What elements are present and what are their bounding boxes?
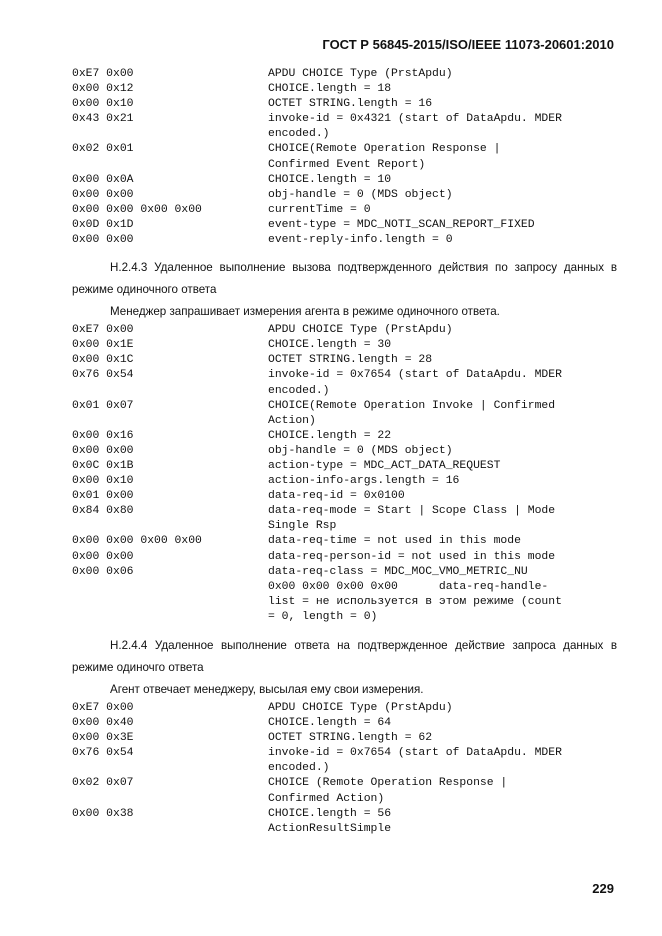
code-row — [72, 489, 617, 504]
field-description: APDU CHOICE Type (PrstApdu) — [268, 324, 453, 337]
hex-bytes: 0x00 0x16 — [72, 429, 134, 442]
field-description: CHOICE.length = 30 — [268, 339, 392, 352]
field-description: OCTET STRING.length = 16 — [268, 98, 433, 111]
hex-bytes: 0x00 0x12 — [72, 83, 134, 96]
hex-bytes: 0x01 0x00 — [72, 490, 134, 503]
section-title-h243: Н.2.4.3 Удаленное выполнение вызова подтвержденного действия по запросу данных в режиме одиночного ответа — [72, 261, 617, 297]
code-row — [72, 399, 617, 429]
hex-bytes: 0x00 0x1E — [72, 339, 134, 352]
code-row — [72, 504, 617, 534]
code-row — [72, 701, 617, 716]
hex-bytes: 0x84 0x80 — [72, 505, 134, 518]
code-row — [72, 716, 617, 731]
field-description: CHOICE.length = 18 — [268, 83, 392, 96]
field-description: invoke-id = 0x7654 (start of DataApdu. MDER encoded.) — [268, 747, 562, 775]
hex-bytes: 0xE7 0x00 — [72, 68, 134, 80]
field-description: data-req-time = not used in this mode — [268, 535, 521, 548]
code-row — [72, 534, 617, 549]
hex-bytes: 0xE7 0x00 — [72, 324, 134, 337]
hex-bytes: 0x76 0x54 — [72, 369, 134, 382]
field-description: CHOICE.length = 64 — [268, 717, 392, 730]
code-row — [72, 474, 617, 489]
hex-bytes: 0x02 0x01 — [72, 143, 134, 156]
field-description: event-type = MDC_NOTI_SCAN_REPORT_FIXED — [268, 218, 535, 231]
field-description: action-info-args.length = 16 — [268, 475, 460, 488]
code-row — [72, 368, 617, 398]
field-description: CHOICE(Remote Operation Response | Confirmed Event Report) — [268, 143, 501, 171]
code-row — [72, 550, 617, 565]
field-description: CHOICE.length = 22 — [268, 429, 392, 442]
field-description: data-req-class = MDC_MOC_VMO_METRIC_NU 0x00 0x00 0x00 0x00 data-req-handle- list = не используется в этом режиме (count = 0, length = 0) — [268, 565, 562, 623]
hex-bytes: 0x02 0x07 — [72, 777, 134, 790]
code-row — [72, 97, 617, 112]
field-description: obj-handle = 0 (MDS object) — [268, 444, 453, 457]
section-text-h244: Агент отвечает менеджеру, высылая ему свои измерения. — [110, 683, 424, 696]
code-row — [72, 338, 617, 353]
code-row — [72, 776, 617, 806]
code-row — [72, 142, 617, 172]
hex-bytes: 0x0D 0x1D — [72, 218, 134, 231]
field-description: OCTET STRING.length = 62 — [268, 732, 433, 745]
code-row — [72, 323, 617, 338]
field-description: data-req-person-id = not used in this mode — [268, 550, 556, 563]
code-row — [72, 353, 617, 368]
code-row — [72, 203, 617, 218]
code-block-event-report — [72, 67, 617, 248]
field-description: CHOICE.length = 10 — [268, 173, 392, 186]
hex-bytes: 0x0C 0x1B — [72, 459, 134, 472]
hex-bytes: 0x00 0x38 — [72, 807, 134, 820]
field-description: CHOICE(Remote Operation Invoke | Confirmed Action) — [268, 399, 556, 427]
field-description: event-reply-info.length = 0 — [268, 234, 453, 247]
hex-bytes: 0x00 0x1C — [72, 354, 134, 367]
field-description: data-req-id = 0x0100 — [268, 490, 405, 503]
code-block-action-response — [72, 701, 617, 837]
field-description: data-req-mode = Start | Scope Class | Mode Single Rsp — [268, 505, 556, 533]
code-row — [72, 112, 617, 142]
code-row — [72, 429, 617, 444]
hex-bytes: 0x00 0x10 — [72, 98, 134, 111]
hex-bytes: 0x01 0x07 — [72, 399, 134, 412]
code-row — [72, 731, 617, 746]
code-row — [72, 173, 617, 188]
code-row — [72, 746, 617, 776]
hex-bytes: 0x00 0x06 — [72, 565, 134, 578]
page-number: 229 — [592, 881, 614, 896]
document-header: ГОСТ Р 56845-2015/ISO/IEEE 11073-20601:2010 — [322, 37, 614, 52]
field-description: currentTime = 0 — [268, 203, 371, 216]
hex-bytes: 0x00 0x3E — [72, 732, 134, 745]
hex-bytes: 0x00 0x00 0x00 0x00 — [72, 535, 202, 548]
field-description: action-type = MDC_ACT_DATA_REQUEST — [268, 459, 501, 472]
hex-bytes: 0x00 0x00 — [72, 188, 134, 201]
hex-bytes: 0x00 0x00 — [72, 550, 134, 563]
field-description: CHOICE (Remote Operation Response | Confirmed Action) — [268, 777, 508, 805]
section-text-h243: Менеджер запрашивает измерения агента в режиме одиночного ответа. — [110, 305, 500, 319]
hex-bytes: 0x00 0x00 0x00 0x00 — [72, 203, 202, 216]
hex-bytes: 0x00 0x00 — [72, 444, 134, 457]
code-row — [72, 565, 617, 625]
hex-bytes: 0xE7 0x00 — [72, 702, 134, 714]
hex-bytes: 0x76 0x54 — [72, 747, 134, 760]
code-row — [72, 218, 617, 233]
code-row — [72, 807, 617, 837]
code-row — [72, 188, 617, 203]
section-title-h244: Н.2.4.4 Удаленное выполнение ответа на подтвержденное действие запроса данных в режиме одиночго ответа — [72, 639, 617, 674]
hex-bytes: 0x00 0x10 — [72, 475, 134, 488]
code-row — [72, 82, 617, 97]
document-body — [72, 67, 617, 837]
field-description: invoke-id = 0x4321 (start of DataApdu. MDER encoded.) — [268, 113, 562, 141]
code-row — [72, 444, 617, 459]
field-description: APDU CHOICE Type (PrstApdu) — [268, 68, 453, 80]
code-block-action-invoke — [72, 323, 617, 625]
hex-bytes: 0x00 0x0A — [72, 173, 134, 186]
hex-bytes: 0x43 0x21 — [72, 113, 134, 126]
field-description: invoke-id = 0x7654 (start of DataApdu. MDER encoded.) — [268, 369, 562, 397]
code-row — [72, 459, 617, 474]
field-description: OCTET STRING.length = 28 — [268, 354, 433, 367]
hex-bytes: 0x00 0x00 — [72, 234, 134, 247]
hex-bytes: 0x00 0x40 — [72, 717, 134, 730]
field-description: APDU CHOICE Type (PrstApdu) — [268, 702, 453, 714]
code-row — [72, 67, 617, 82]
field-description: obj-handle = 0 (MDS object) — [268, 188, 453, 201]
field-description: CHOICE.length = 56 ActionResultSimple — [268, 807, 392, 835]
code-row — [72, 233, 617, 248]
